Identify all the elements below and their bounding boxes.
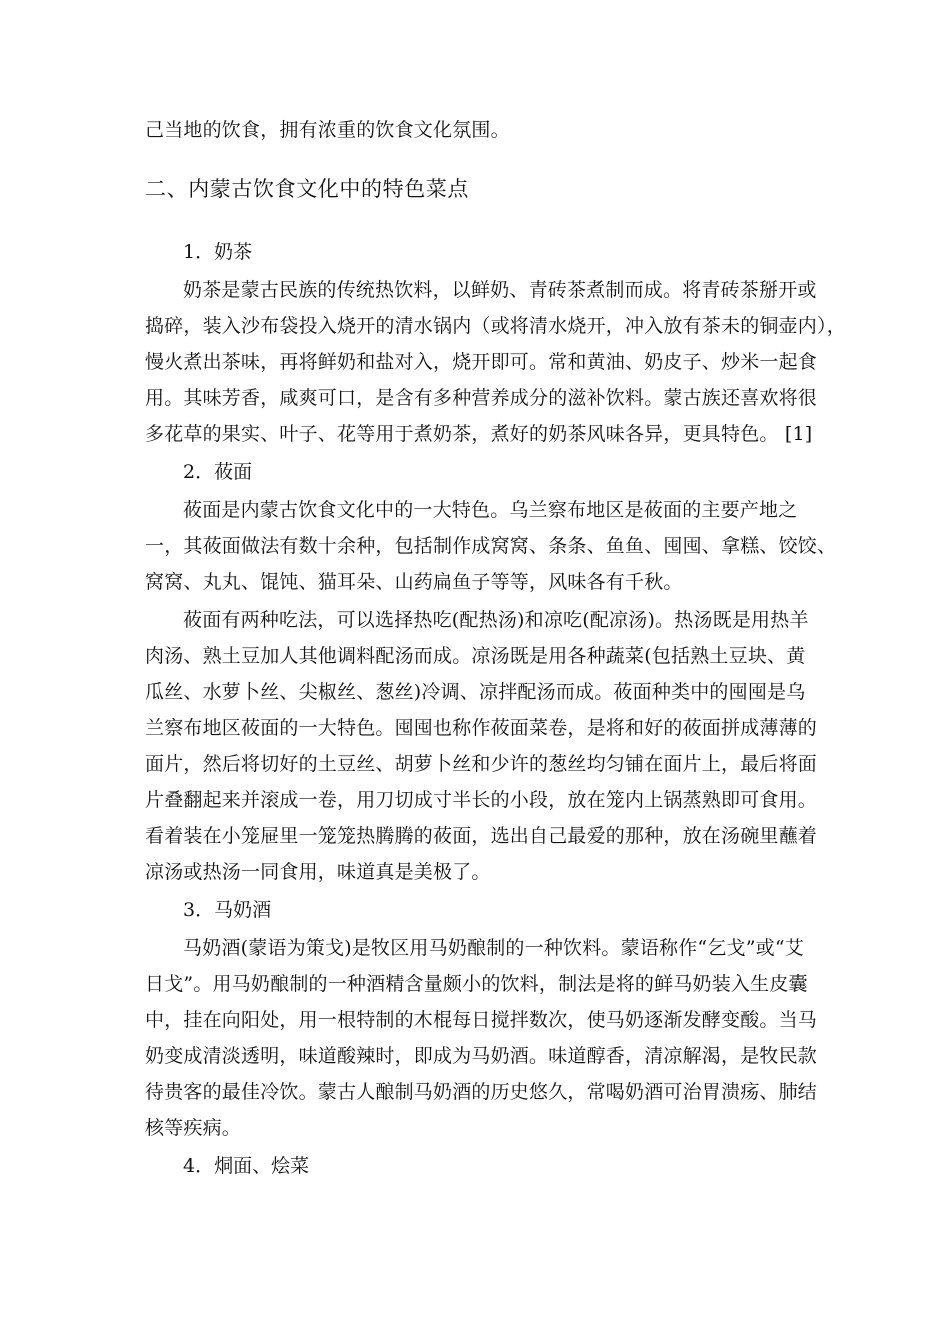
paragraph-line: 核等疾病。 [145,1117,242,1139]
item-section [145,892,818,1146]
paragraph-line: 兰察布地区莜面的一大特色。囤囤也称作莜面菜卷，是将和好的莜面拼成薄薄的 [145,717,818,739]
paragraph-line: 用。其味芳香，咸爽可口，是含有多种营养成分的滋补饮料。蒙古族还喜欢将很 [145,387,818,409]
paragraph-line: 多花草的果实、叶子、花等用于煮奶茶，煮好的奶茶风味各异，更具特色。 [1] [145,423,813,445]
paragraph [145,602,818,890]
paragraph-line: 捣碎，装入沙布袋投入烧开的清水锅内（或将清水烧开，冲入放有茶未的铜壶内）， [145,315,846,337]
paragraph-line: 待贵客的最佳冷饮。蒙古人酿制马奶酒的历史悠久，常喝奶酒可治胃溃疡、肺结 [145,1081,818,1103]
paragraph [145,492,837,600]
paragraph-line: 中，挂在向阳处，用一根特制的木棍每日搅拌数次，使马奶逐渐发酵变酸。当马 [145,1009,818,1031]
paragraph-line: 看着装在小笼屉里一笼笼热腾腾的莜面，选出自己最爱的那种，放在汤碗里蘸着 [145,825,818,847]
item-heading: 1．奶茶 [183,241,253,263]
item-section [145,234,846,452]
paragraph-line: 一，其莜面做法有数十余种，包括制作成窝窝、条条、鱼鱼、囤囤、拿糕、饺饺、 [145,535,837,557]
intro-tail-line: 己当地的饮食，拥有浓重的饮食文化氛围。 [145,119,510,141]
item-heading: 3．马奶酒 [183,899,272,921]
item-heading: 2．莜面 [183,461,253,483]
document-page [145,112,846,1186]
item-heading: 4．烔面、烩菜 [183,1155,310,1177]
section-title: 二、内蒙古饮食文化中的特色菜点 [145,177,469,201]
paragraph-line: 窝窝、丸丸、馄饨、猫耳朵、山药扁鱼子等等，风味各有千秋。 [145,571,683,593]
paragraph-line: 肉汤、熟土豆加人其他调料配汤而成。凉汤既是用各种蔬菜(包括熟土豆块、黄 [145,645,806,667]
paragraph-line: 凉汤或热汤一同食用，味道真是美极了。 [145,861,491,883]
paragraph-line: 慢火煮出茶味，再将鲜奶和盐对入，烧开即可。常和黄油、奶皮子、炒米一起食 [145,351,818,373]
paragraph [145,930,818,1146]
paragraph-line: 瓜丝、水萝卜丝、尖椒丝、葱丝)冷调、凉拌配汤而成。莜面种类中的囤囤是乌 [145,681,806,703]
item-section [145,1148,810,1184]
item-list [145,234,846,1184]
paragraph-line: 片叠翻起来并滚成一卷，用刀切成寸半长的小段，放在笼内上锅蒸熟即可食用。 [145,789,818,811]
paragraph-line: 莜面是内蒙古饮食文化中的一大特色。乌兰察布地区是莜面的主要产地之 [183,499,798,521]
paragraph [145,272,846,452]
paragraph-line: 奶茶是蒙古民族的传统热饮料，以鲜奶、青砖茶煮制而成。将青砖茶掰开或 [183,279,817,301]
item-section [145,454,837,890]
paragraph-line: 奶变成清淡透明，味道酸辣时，即成为马奶酒。味道醇香，清凉解渴，是牧民款 [145,1045,818,1067]
paragraph-line: 日戈”。用马奶酿制的一种酒精含量颇小的饮料，制法是将的鲜马奶装入生皮囊 [145,973,808,995]
paragraph-line: 马奶酒(蒙语为策戈)是牧区用马奶酿制的一种饮料。蒙语称作“乞戈”或“艾 [183,937,804,959]
paragraph-line: 面片，然后将切好的土豆丝、胡萝卜丝和少许的葱丝均匀铺在面片上，最后将面 [145,753,818,775]
paragraph-line: 莜面有两种吃法，可以选择热吃(配热汤)和凉吃(配凉汤)。热汤既是用热羊 [183,609,809,631]
